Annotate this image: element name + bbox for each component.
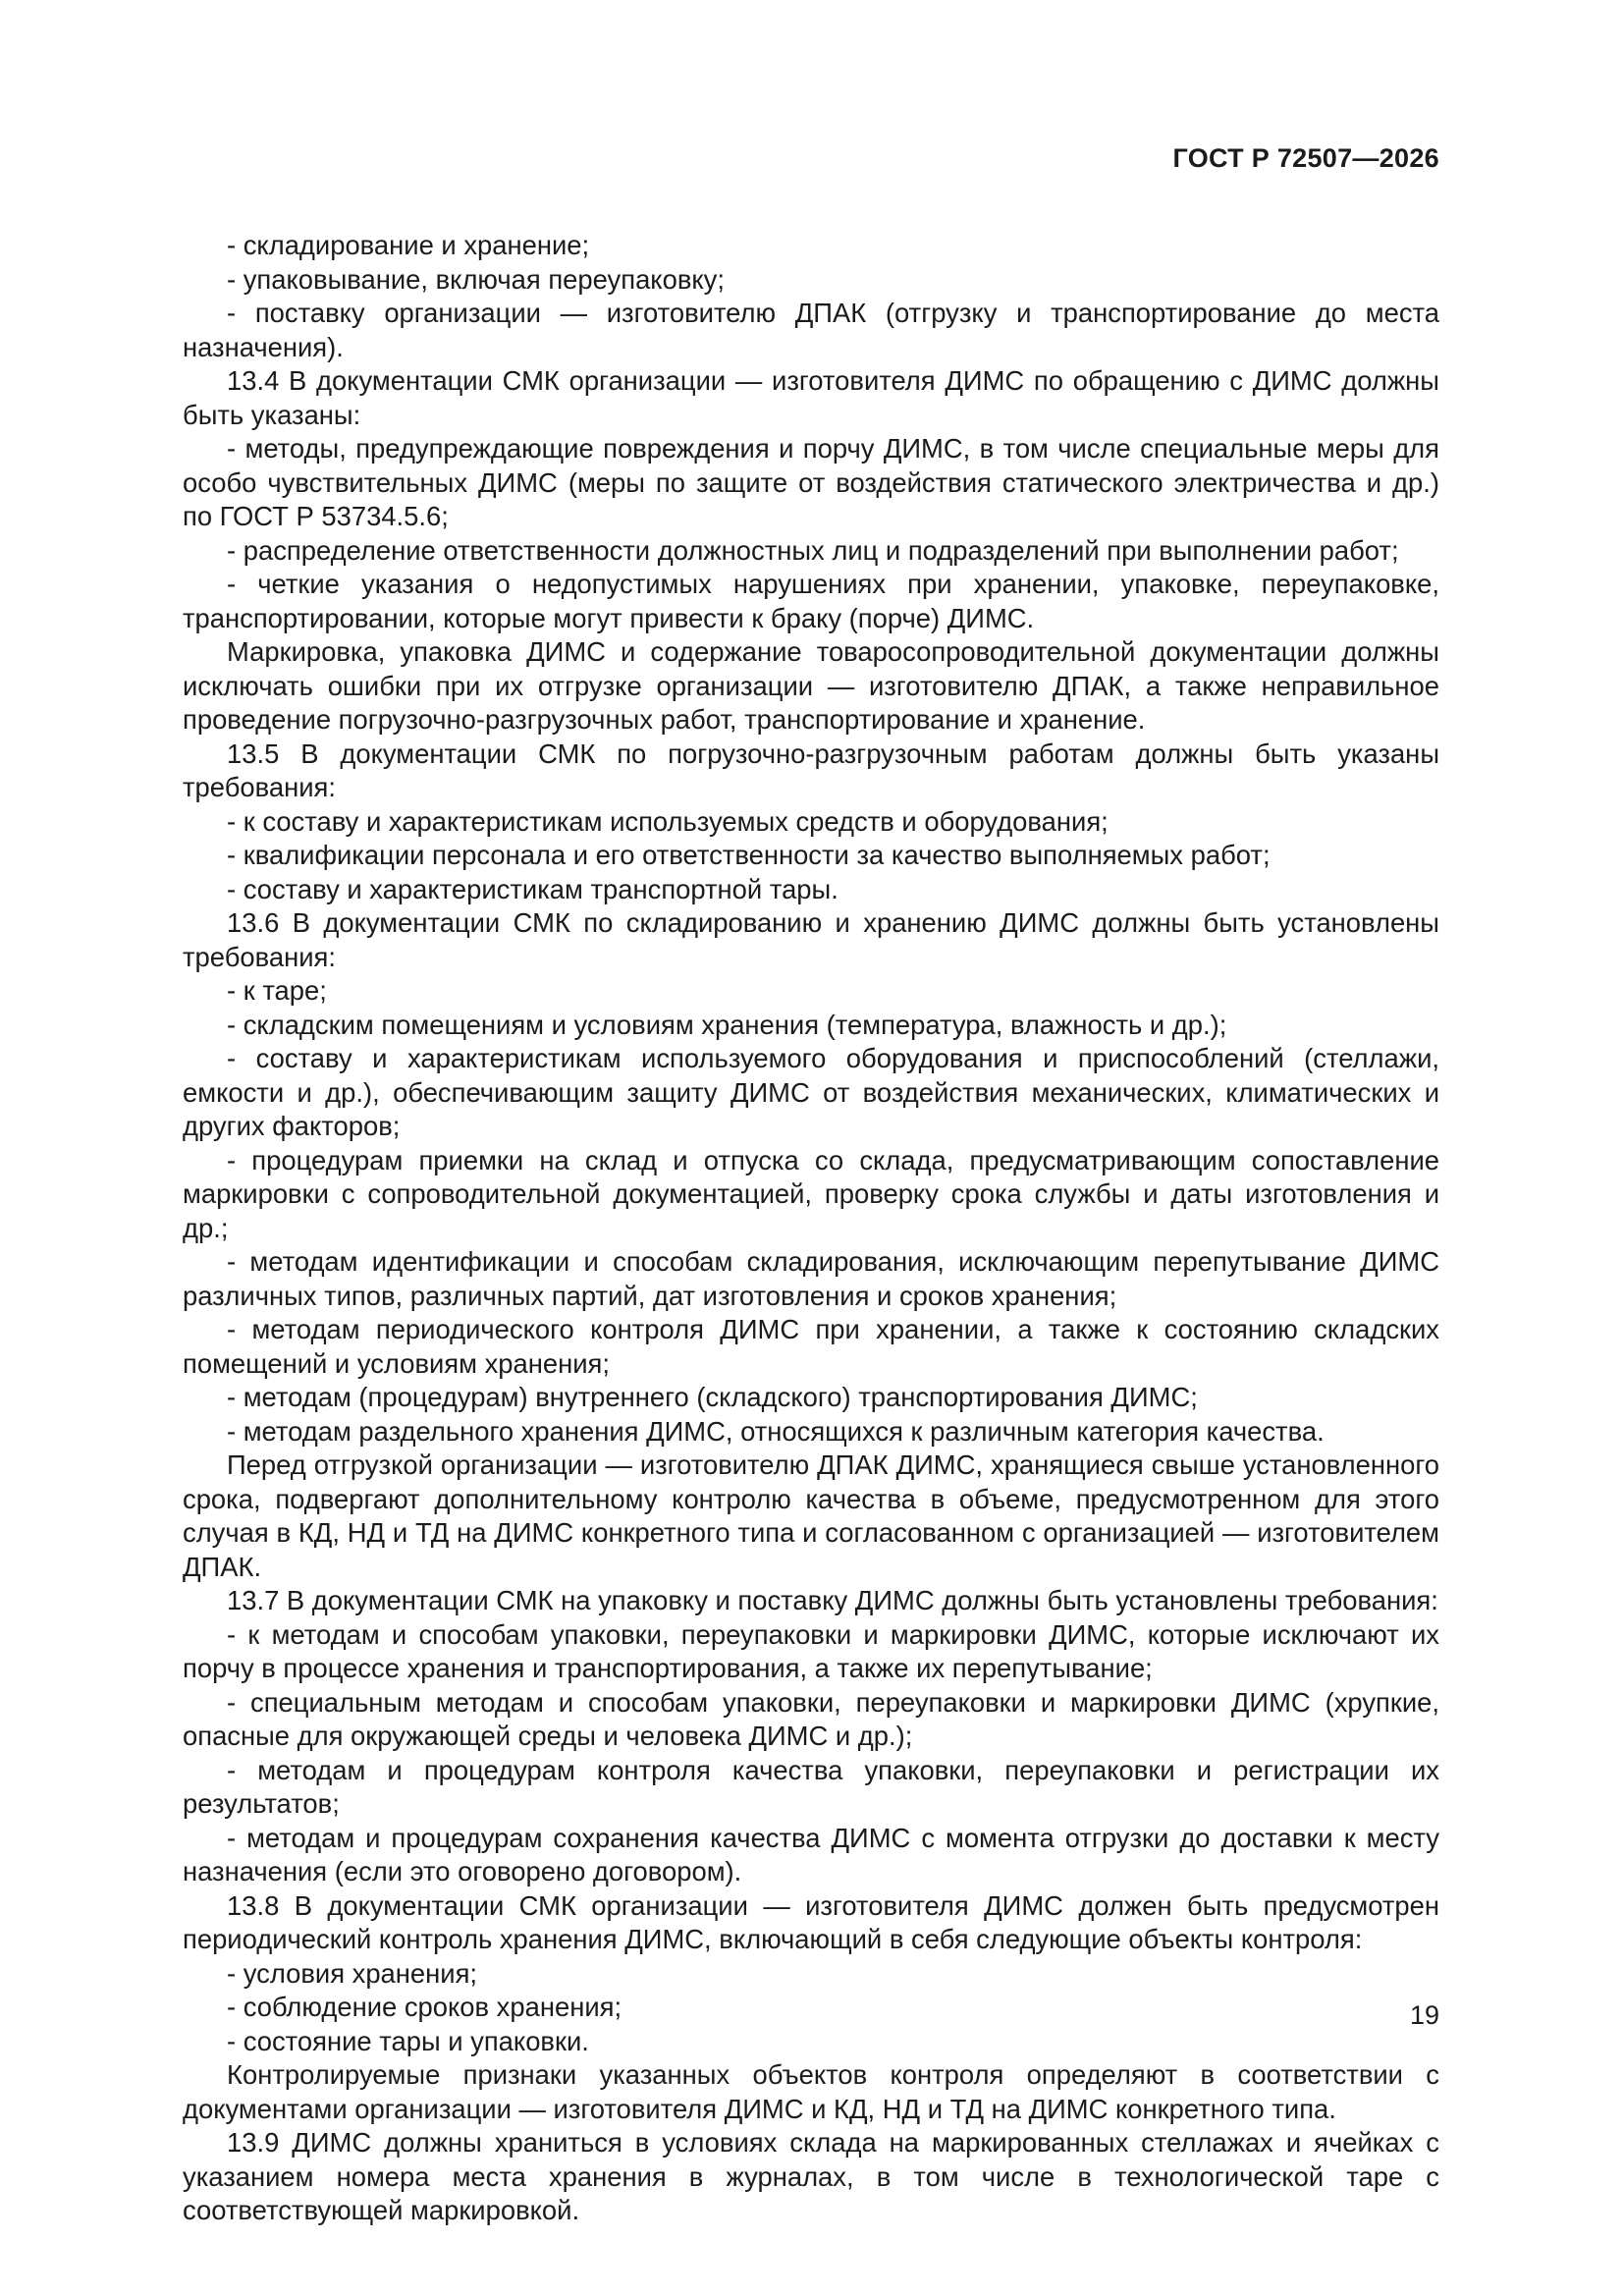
clause-13-7: 13.7 В документации СМК на упаковку и поставку ДИМС должны быть установлены требования: xyxy=(227,1585,1438,1615)
list-item: - методам и процедурам контроля качества упаковки, переупаковки и регистрации их результатов; xyxy=(183,1754,1439,1819)
list-item: - специальным методам и способам упаковки, переупаковки и маркировки ДИМС (хрупкие, опасные для окружающей среды и человека ДИМС и др.); xyxy=(183,1686,1439,1751)
list-item: - методам идентификации и способам складирования, исключающим перепутывание ДИМС различных типов, различных партий, дат изготовления и сроков хранения; xyxy=(183,1246,1439,1311)
list-item: - складирование и хранение; xyxy=(227,230,590,260)
body-paragraph: Контролируемые признаки указанных объектов контроля определяют в соответствии с документами организации — изготовителя ДИМС и КД, НД и ТД на ДИМС конкретного типа. xyxy=(183,2059,1439,2124)
list-item: - распределение ответственности должностных лиц и подразделений при выполнении работ; xyxy=(227,534,1399,566)
list-item: - процедурам приемки на склад и отпуска со склада, предусматривающим сопоставление маркировки с сопроводительной документацией, проверку срока службы и даты изготовления и др.; xyxy=(183,1144,1439,1243)
list-item: - к составу и характеристикам используемых средств и оборудования; xyxy=(227,805,1109,837)
list-item: - условия хранения; xyxy=(227,1957,478,1989)
list-item: - методам раздельного хранения ДИМС, относящихся к различным категория качества. xyxy=(227,1415,1325,1447)
page-number: 19 xyxy=(1409,2000,1439,2030)
list-item: - поставку организации — изготовителю ДПАК (отгрузку и транспортирование до места назначения). xyxy=(183,298,1439,362)
list-item: - соблюдение сроков хранения; xyxy=(227,1992,622,2022)
list-item: - к таре; xyxy=(227,975,327,1006)
clause-13-9: 13.9 ДИМС должны храниться в условиях склада на маркированных стеллажах и ячейках с указанием номера места хранения в журналах, в том числе в технологической таре с соответствующей маркировкой. xyxy=(183,2127,1439,2225)
list-item: - квалификации персонала и его ответственности за качество выполняемых работ; xyxy=(227,840,1271,870)
clause-13-6: 13.6 В документации СМК по складированию и хранению ДИМС должны быть установлены требования: xyxy=(183,907,1439,972)
body-paragraph: Маркировка, упаковка ДИМС и содержание товаросопроводительной документации должны исключать ошибки при их отгрузке организации — изготовителю ДПАК, а также неправильное проведение погрузочно-разгрузочных работ, транспортирование и хранение. xyxy=(183,636,1439,735)
list-item: - составу и характеристикам используемого оборудования и приспособлений (стеллажи, емкости и др.), обеспечивающим защиту ДИМС от воздействия механических, климатических и других факторов; xyxy=(183,1043,1439,1141)
list-item: - четкие указания о недопустимых нарушениях при хранении, упаковке, переупаковке, транспортировании, которые могут привести к браку (порче) ДИМС. xyxy=(183,569,1439,633)
document-body xyxy=(183,229,1439,2228)
list-item: - методам (процедурам) внутреннего (складского) транспортирования ДИМС; xyxy=(227,1382,1198,1412)
list-item: - составу и характеристикам транспортной тары. xyxy=(227,873,839,904)
clause-13-4: 13.4 В документации СМК организации — изготовителя ДИМС по обращению с ДИМС должны быть указаны: xyxy=(183,365,1439,430)
list-item: - упаковывание, включая переупаковку; xyxy=(227,263,725,295)
list-item: - складским помещениям и условиям хранения (температура, влажность и др.); xyxy=(227,1009,1227,1040)
list-item: - к методам и способам упаковки, переупаковки и маркировки ДИМС, которые исключают их порчу в процессе хранения и транспортирования, а также их перепутывание; xyxy=(183,1618,1439,1683)
list-item: - методам и процедурам сохранения качества ДИМС с момента отгрузки до доставки к месту назначения (если это оговорено договором). xyxy=(183,1822,1439,1886)
list-item: - состояние тары и упаковки. xyxy=(227,2025,589,2056)
document-designation: ГОСТ Р 72507—2026 xyxy=(1172,143,1439,173)
clause-13-5: 13.5 В документации СМК по погрузочно-разгрузочным работам должны быть указаны требования: xyxy=(183,738,1439,802)
list-item: - методам периодического контроля ДИМС при хранении, а также к состоянию складских помещений и условиям хранения; xyxy=(183,1314,1439,1379)
clause-13-8: 13.8 В документации СМК организации — изготовителя ДИМС должен быть предусмотрен периодический контроль хранения ДИМС, включающий в себя следующие объекты контроля: xyxy=(183,1889,1439,1954)
list-item: - методы, предупреждающие повреждения и порчу ДИМС, в том числе специальные меры для особо чувствительных ДИМС (меры по защите от воздействия статического электричества и др.) по ГОСТ Р 53734.5.6; xyxy=(183,433,1439,531)
body-paragraph: Перед отгрузкой организации — изготовителю ДПАК ДИМС, хранящиеся свыше установленного срока, подвергают дополнительному контролю качества в объеме, предусмотренном для этого случая в КД, НД и ТД на ДИМС конкретного типа и согласованном с организацией — изготовителем ДПАК. xyxy=(183,1449,1439,1582)
